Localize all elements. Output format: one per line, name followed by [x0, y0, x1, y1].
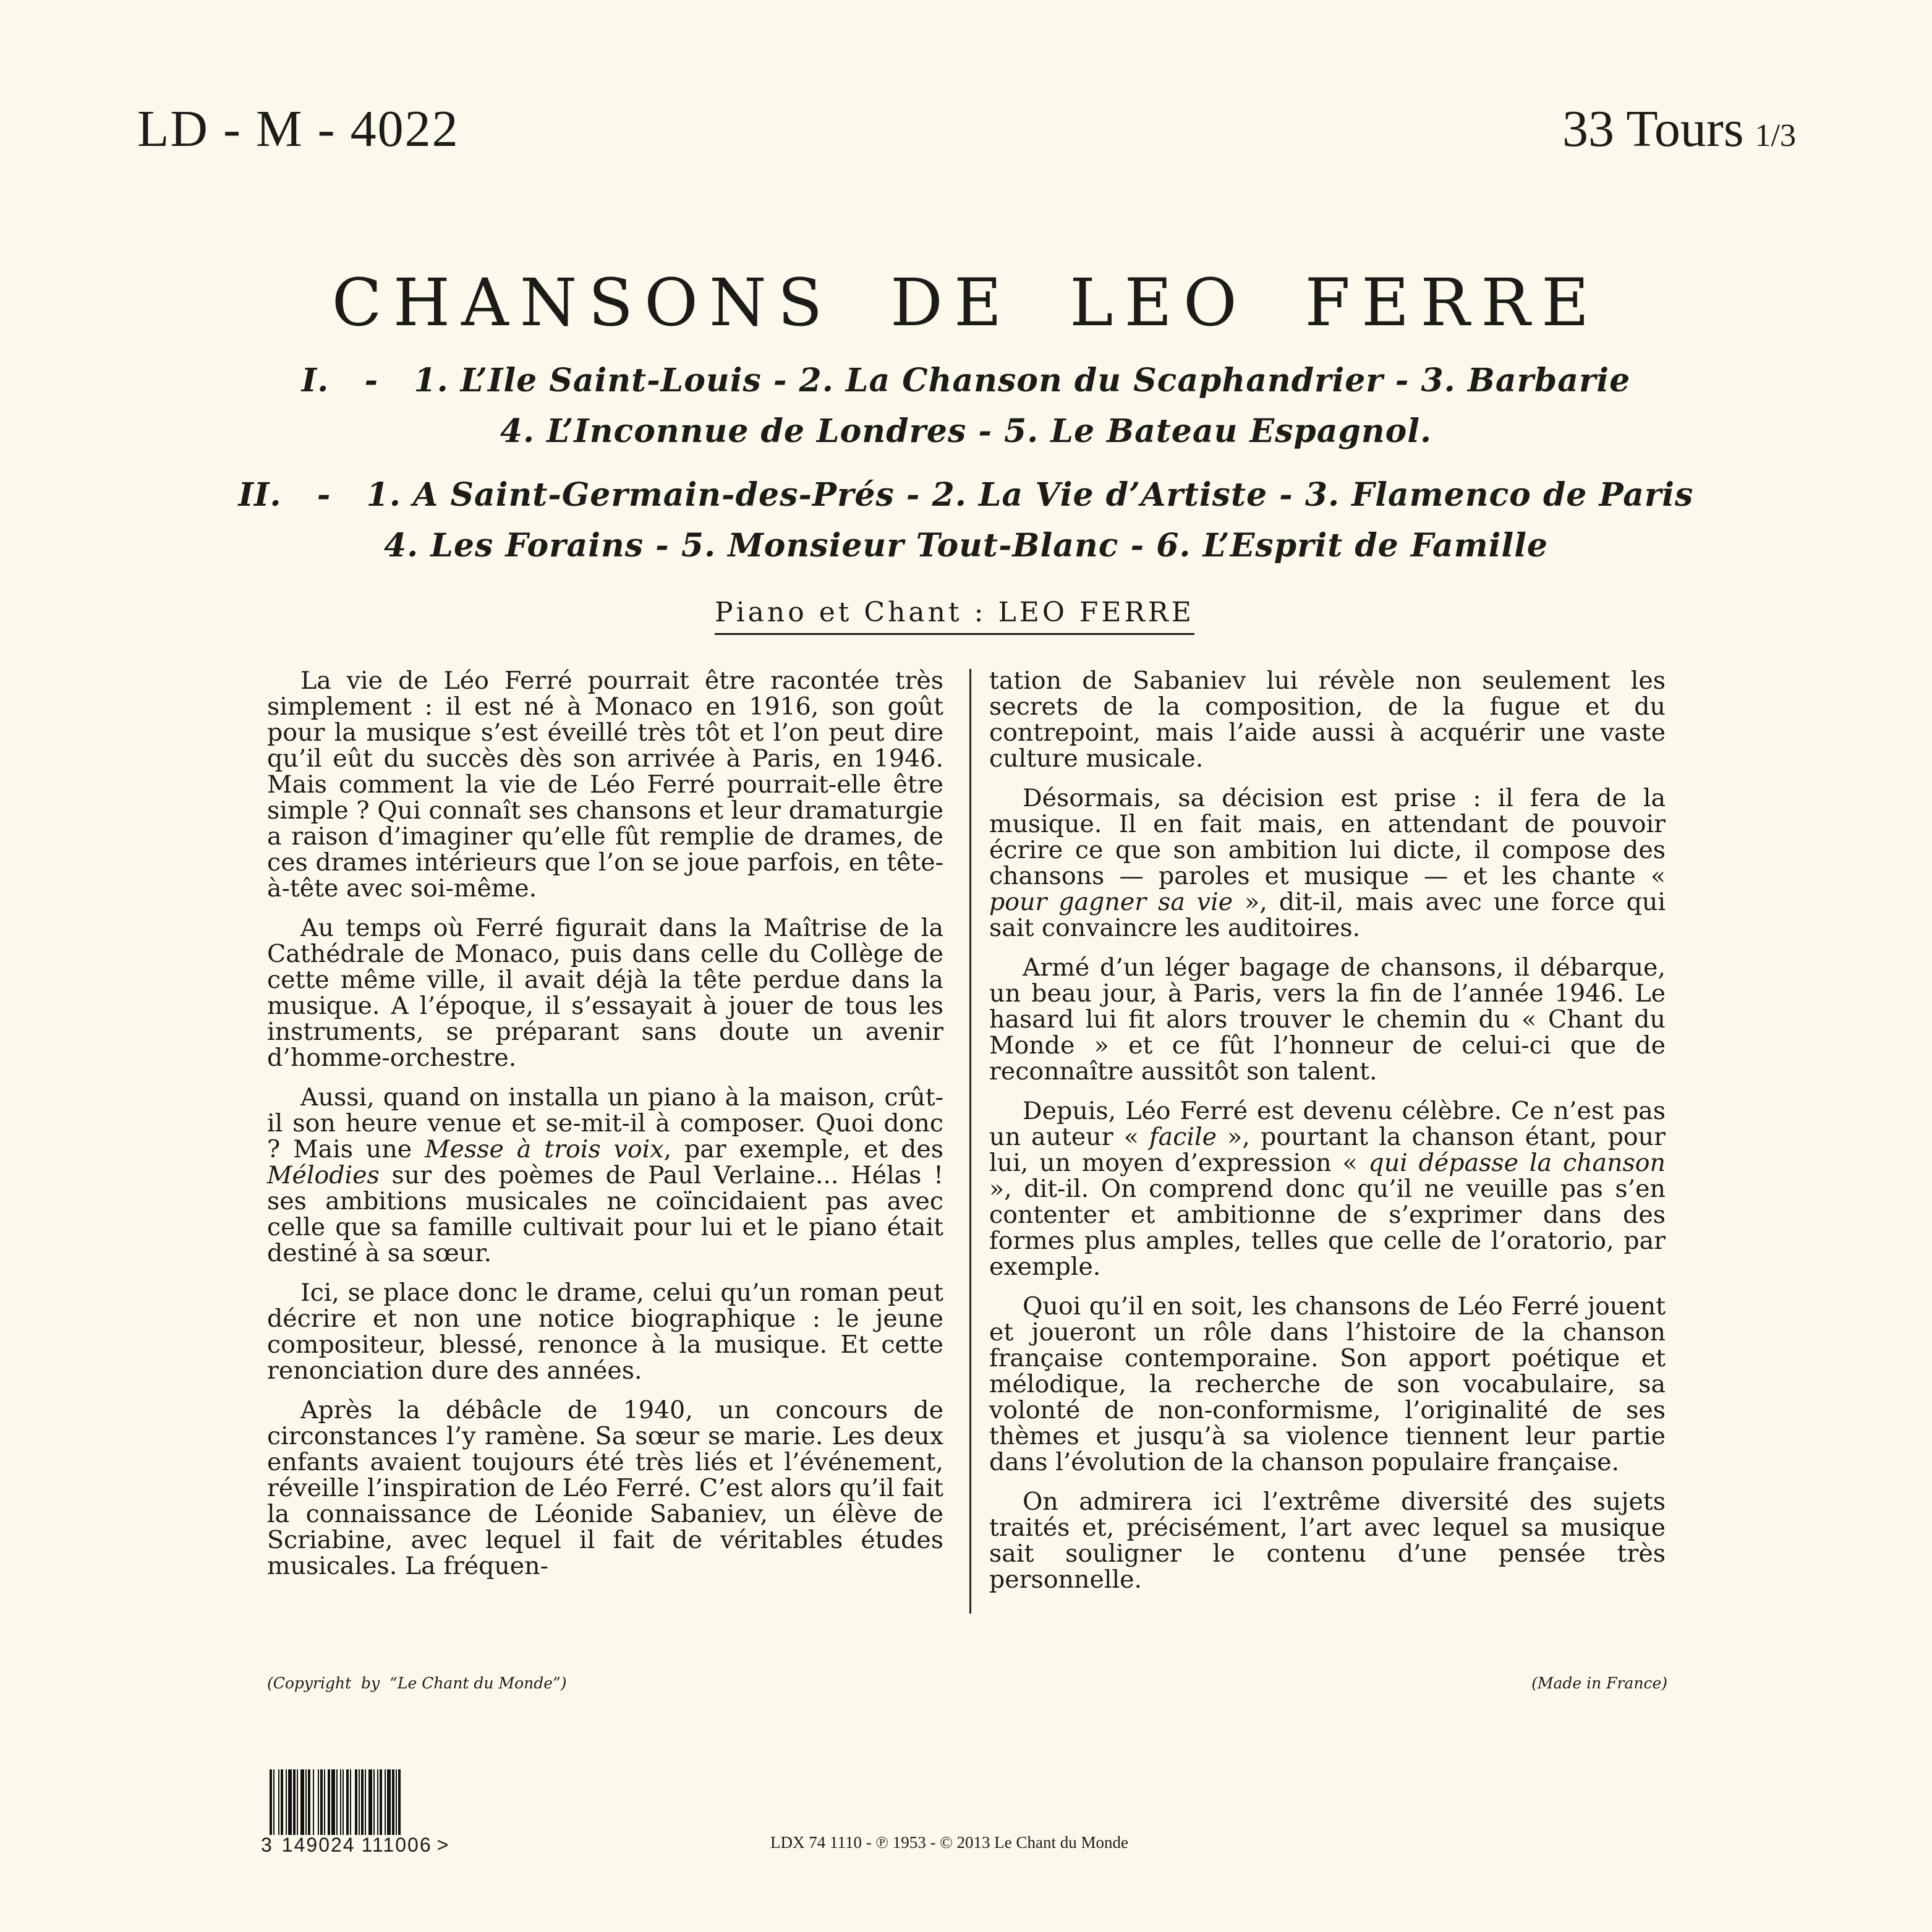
- liner-paragraph: Désormais, sa décision est prise : il fera de la musique. Il en fait mais, en attendant de pouvoir écrire ce que son ambition lui dicte, il compose des chansons — paroles et musique — et les chante « pour gagner sa vie », dit-il, mais avec une force qui sait convaincre les auditoires.: [989, 784, 1666, 942]
- legal-line: LDX 74 1110 - ℗ 1953 - © 2013 Le Chant du Monde: [770, 1833, 1128, 1852]
- liner-paragraph: Ici, se place donc le drame, celui qu’un roman peut décrire et non une notice biographique : le jeune compositeur, blessé, renonce à la musique. Et cette renonciation dure des années.: [267, 1279, 943, 1385]
- liner-paragraph: Quoi qu’il en soit, les chansons de Léo Ferré jouent et joueront un rôle dans l’histoire de la chanson française contemporaine. Son apport poétique et mélodique, la recherche de son vocabulaire, sa volonté de non-conformisme, l’originalité de ses thèmes et jusqu’à sa violence tiennent leur partie dans l’évolution de la chanson populaire française.: [989, 1292, 1666, 1476]
- liner-paragraph: On admirera ici l’extrême diversité des sujets traités et, précisément, l’art avec lequel sa musique sait souligner le contenu d’une pensée très personnelle.: [989, 1487, 1666, 1594]
- liner-paragraph: Depuis, Léo Ferré est devenu célèbre. Ce n’est pas un auteur « facile », pourtant la chanson étant, pour lui, un moyen d’expression « qui dépasse la chanson », dit-il. On comprend donc qu’il ne veuille pas s’en contenter et ambitionne de s’exprimer dans des formes plus amples, telles que celle de l’oratorio, par exemple.: [989, 1097, 1666, 1281]
- record-speed: [1562, 99, 1796, 159]
- copyright-note: (Copyright by “Le Chant du Monde”): [267, 1674, 567, 1692]
- tracklist-side2-line2: 4. Les Forains - 5. Monsieur Tout-Blanc - 6. L’Esprit de Famille: [383, 527, 1549, 564]
- barcode-bar: [286, 1769, 287, 1835]
- barcode-quiet-mark: >: [436, 1834, 450, 1856]
- barcode-bar: [387, 1769, 391, 1835]
- barcode-bar: [365, 1769, 366, 1835]
- barcode-bar: [343, 1769, 344, 1835]
- barcode-bar: [331, 1769, 335, 1835]
- liner-paragraph: Après la débâcle de 1940, un concours de circonstances l’y ramène. Sa sœur se marie. Les deux enfants avaient toujours été très liés et l’événement, réveille l’inspiration de Léo Ferré. C’est alors qu’il fait la connaissance de Léonide Sabaniev, un élève de Scriabine, avec lequel il fait de véritables études musicales. La fréquen-: [267, 1396, 943, 1580]
- tracklist-side1-line1: I. - 1. L’Ile Saint-Louis - 2. La Chanson du Scaphandrier - 3. Barbarie: [301, 362, 1631, 399]
- barcode-bar: [355, 1769, 357, 1835]
- barcode-bar: [336, 1769, 338, 1835]
- volume-number: 1/3: [1755, 118, 1796, 153]
- barcode-bar: [359, 1769, 360, 1835]
- barcode-bar: [320, 1769, 323, 1835]
- origin-note: (Made in France): [1531, 1674, 1667, 1692]
- performer-credit: Piano et Chant : LEO FERRE: [715, 597, 1194, 635]
- barcode-bar: [300, 1769, 304, 1835]
- liner-paragraph: La vie de Léo Ferré pourrait être racontée très simplement : il est né à Monaco en 1916, son goût pour la musique s’est éveillé très tôt et l’on peut dire qu’il eût du succès dès son arrivée à Paris, en 1946. Mais comment la vie de Léo Ferré pourrait-elle être simple ? Qui connaît ses chansons et leur dramaturgie a raison d’imaginer qu’elle fût remplie de drames, de ces drames intérieurs que l’on se joue parfois, en tête-à-tête avec soi-même.: [267, 666, 943, 903]
- liner-paragraph: Au temps où Ferré figurait dans la Maîtrise de la Cathédrale de Monaco, puis dans celle du Collège de cette même ville, il avait déjà la tête perdue dans la musique. A l’époque, il s’essayait à jouer de tous les instruments, se préparant sans doute un avenir d’homme-orchestre.: [267, 914, 943, 1072]
- barcode-bar: [273, 1769, 274, 1835]
- barcode-bar: [270, 1769, 272, 1835]
- barcode-bar: [328, 1769, 330, 1835]
- barcode-bar: [350, 1769, 351, 1835]
- barcode-bar: [305, 1769, 307, 1835]
- album-title: CHANSONS DE LEO FERRE: [331, 265, 1601, 341]
- barcode-bar: [361, 1769, 364, 1835]
- catalog-number: LD - M - 4022: [137, 100, 459, 158]
- barcode-bar: [340, 1769, 341, 1835]
- barcode-bar: [313, 1769, 314, 1835]
- barcode-bar: [308, 1769, 310, 1835]
- liner-paragraph: Aussi, quand on installa un piano à la maison, crût-il son heure venue et se-mit-il à composer. Quoi donc ? Mais une Messe à trois voix, par exemple, et des Mélodies sur des poèmes de Paul Verlaine... Hélas ! ses ambitions musicales ne coïncidaient pas avec celle que sa famille cultivait pour lui et le piano était destiné à sa sœur.: [267, 1083, 944, 1267]
- barcode-bar: [288, 1769, 292, 1835]
- barcode-bar: [373, 1769, 375, 1835]
- barcode-bar: [380, 1769, 382, 1835]
- barcode-bar: [281, 1769, 283, 1835]
- liner-paragraph-continuation: tation de Sabaniev lui révèle non seulement les secrets de la composition, de la fugue et du contrepoint, mais l’aide aussi à acquérir une vaste culture musicale.: [989, 666, 1666, 773]
- barcode-bar: [368, 1769, 372, 1835]
- barcode-bar: [293, 1769, 296, 1835]
- barcode-image: [270, 1769, 455, 1835]
- barcode-digit-group-1: 149024: [281, 1834, 355, 1856]
- barcode-bar: [398, 1769, 401, 1835]
- barcode-bar: [318, 1769, 319, 1835]
- column-divider: [969, 669, 971, 1614]
- barcode-bar: [385, 1769, 386, 1835]
- barcode-digits: [261, 1834, 449, 1857]
- barcode-bar: [377, 1769, 378, 1835]
- barcode-bar: [392, 1769, 394, 1835]
- tracklist-side1-line2: 4. L’Inconnue de Londres - 5. Le Bateau Espagnol.: [500, 412, 1432, 450]
- barcode-bar: [346, 1769, 349, 1835]
- barcode-bar: [324, 1769, 325, 1835]
- barcode-digit-prefix: 3: [261, 1834, 273, 1856]
- liner-notes-left-column: [267, 668, 943, 1593]
- barcode-digit-group-2: 111006: [361, 1834, 432, 1856]
- tracklist-side2-line1: II. - 1. A Saint-Germain-des-Prés - 2. La Vie d’Artiste - 3. Flamenco de Paris: [238, 476, 1694, 514]
- barcode-bar: [297, 1769, 298, 1835]
- liner-notes-right-column: [989, 668, 1666, 1606]
- barcode-bar: [278, 1769, 279, 1835]
- barcode-bar: [396, 1769, 397, 1835]
- liner-paragraph: Armé d’un léger bagage de chansons, il débarque, un beau jour, à Paris, vers la fin de l’année 1946. Le hasard lui fit alors trouver le chemin du « Chant du Monde » et ce fût l’honneur de celui-ci que de reconnaître aussitôt son talent.: [989, 953, 1666, 1086]
- speed-label: 33 Tours: [1562, 100, 1744, 158]
